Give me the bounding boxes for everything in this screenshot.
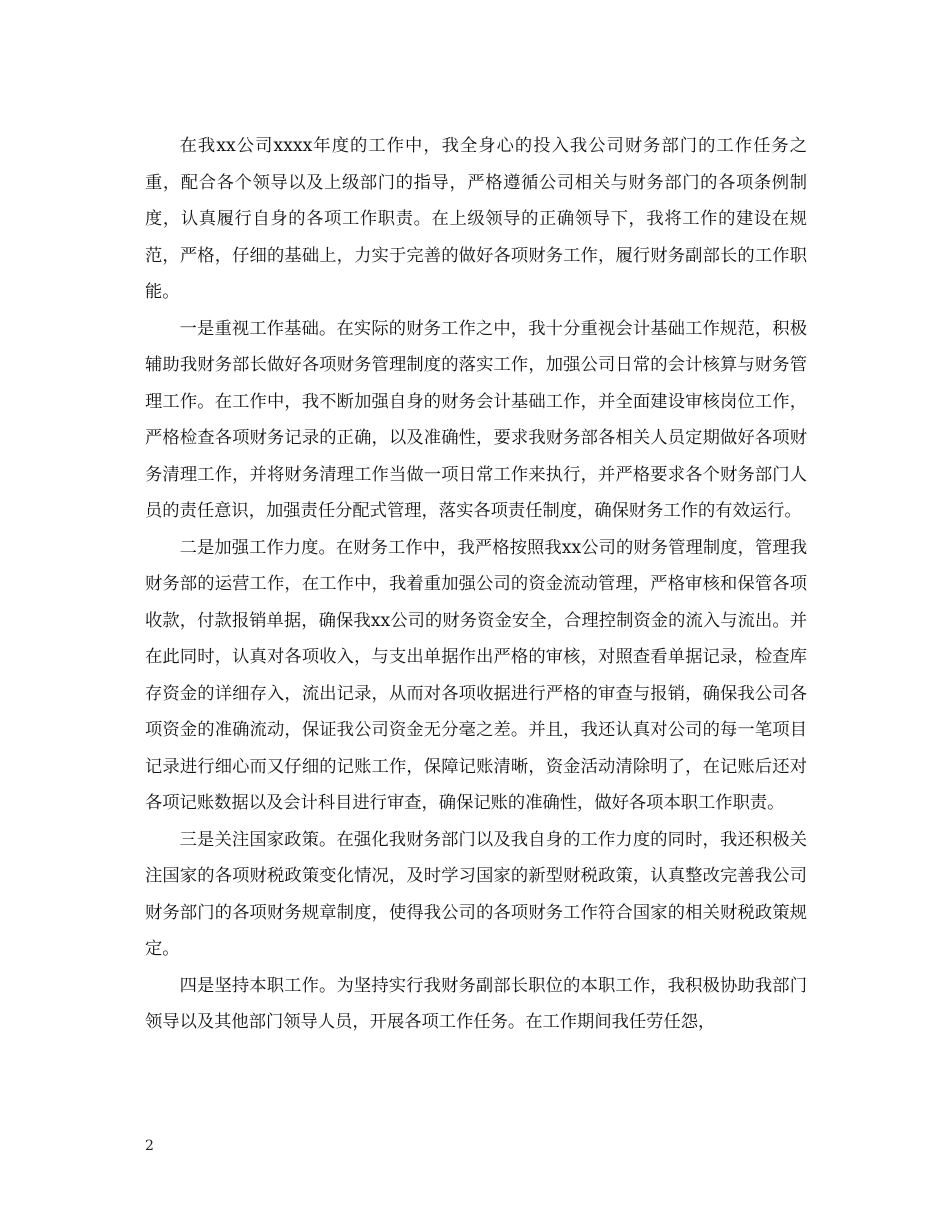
paragraph-work-intensity: 二是加强工作力度。在财务工作中，我严格按照我xx公司的财务管理制度，管理我财务部的运营工作，在工作中，我着重加强公司的资金流动管理，严格审核和保管各项收款，付款报销单据，确保我xx公司的财务资金安全，合理控制资金的流入与流出。并在此同时，认真对各项收入，与支出单据作出严格的审核，对照查看单据记录，检查库存资金的详细存入，流出记录，从而对各项收据进行严格的审查与报销，确保我公司各项资金的准确流动，保证我公司资金无分毫之差。并且，我还认真对公司的每一笔项目记录进行细心而又仔细的记账工作，保障记账清晰，资金活动清除明了，在记账后还对各项记账数据以及会计科目进行审查，确保记账的准确性，做好各项本职工作职责。 — [145, 537, 807, 813]
paragraph-intro: 在我xx公司xxxx年度的工作中，我全身心的投入我公司财务部门的工作任务之重，配合各个领导以及上级部门的指导，严格遵循公司相关与财务部门的各项条例制度，认真履行自身的各项工作职责。在上级领导的正确领导下，我将工作的建设在规范，严格，仔细的基础上，力实于完善的做好各项财务工作，履行财务副部长的工作职能。 — [145, 136, 807, 302]
document-body — [145, 128, 807, 1041]
paragraph-work-foundation: 一是重视工作基础。在实际的财务工作之中，我十分重视会计基础工作规范，积极辅助我财务部长做好各项财务管理制度的落实工作，加强公司日常的会计核算与财务管理工作。在工作中，我不断加强自身的财务会计基础工作，并全面建设审核岗位工作，严格检查各项财务记录的正确，以及准确性，要求我财务部各相关人员定期做好各项财务清理工作，并将财务清理工作当做一项日常工作来执行，并严格要求各个财务部门人员的责任意识，加强责任分配式管理，落实各项责任制度，确保财务工作的有效运行。 — [145, 318, 807, 521]
page-number: 2 — [145, 1138, 154, 1154]
paragraph-national-policy: 三是关注国家政策。在强化我财务部门以及我自身的工作力度的同时，我还积极关注国家的各项财税政策变化情况，及时学习国家的新型财税政策，认真整改完善我公司财务部门的各项财务规章制度，使得我公司的各项财务工作符合国家的相关财税政策规定。 — [145, 829, 807, 959]
paragraph-core-duties: 四是坚持本职工作。为坚持实行我财务副部长职位的本职工作，我积极协助我部门领导以及其他部门领导人员，开展各项工作任务。在工作期间我任劳任怨， — [145, 975, 807, 1032]
